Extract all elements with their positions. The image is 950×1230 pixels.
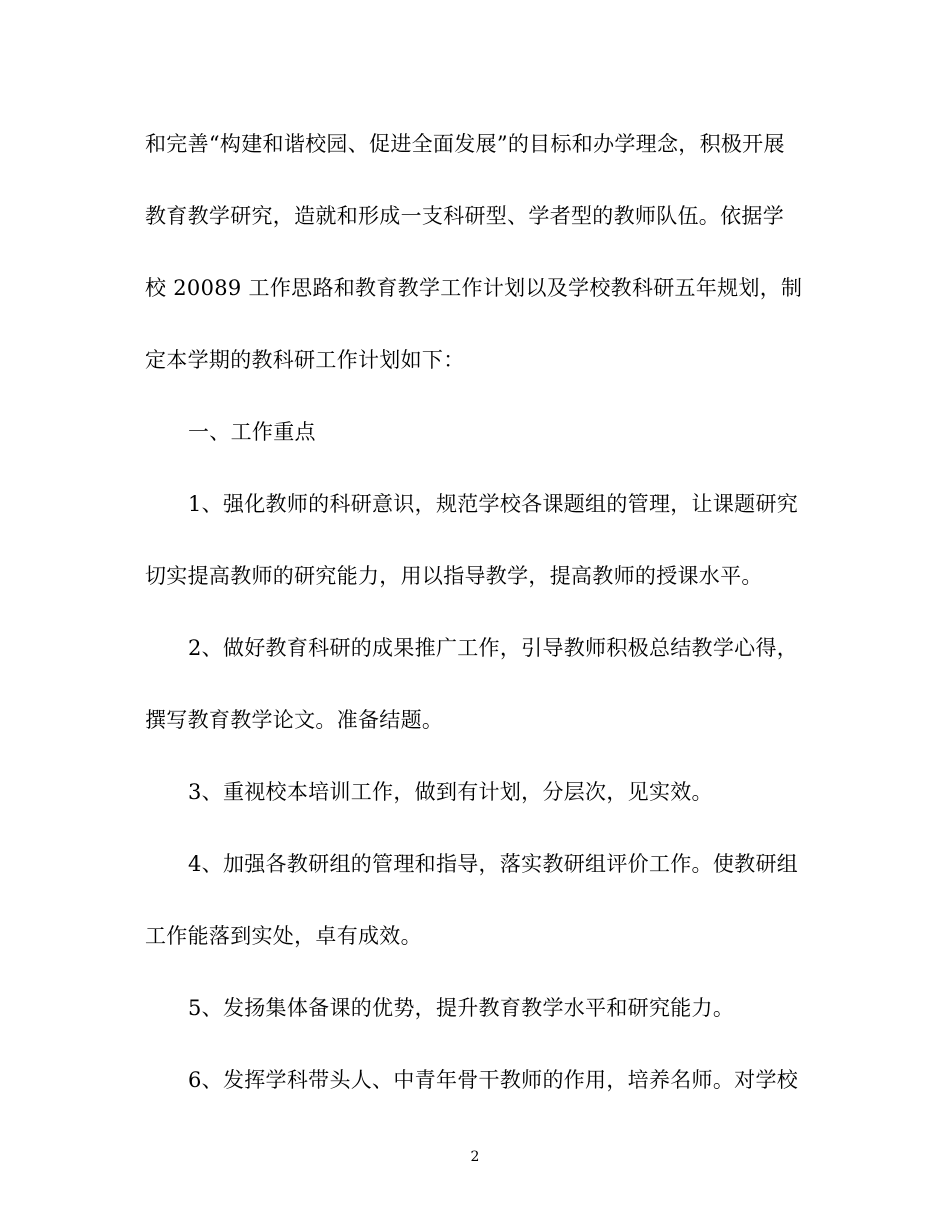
text-line: 教育教学研究，造就和形成一支科研型、学者型的教师队伍。依据学	[145, 204, 784, 228]
list-item: 5、发扬集体备课的优势，提升教育教学水平和研究能力。	[188, 996, 735, 1020]
list-item: 2、做好教育科研的成果推广工作，引导教师积极总结教学心得，	[188, 636, 799, 660]
section-heading: 一、工作重点	[188, 420, 316, 444]
text-line: 校 20089 工作思路和教育教学工作计划以及学校教科研五年规划，制	[145, 276, 803, 300]
list-item: 4、加强各教研组的管理和指导，落实教研组评价工作。使教研组	[188, 852, 799, 876]
text-line: 切实提高教师的研究能力，用以指导教学，提高教师的授课水平。	[145, 564, 763, 588]
text-line: 工作能落到实处，卓有成效。	[145, 924, 422, 948]
page-number: 2	[470, 1149, 480, 1165]
text-line: 定本学期的教科研工作计划如下：	[145, 348, 465, 372]
list-item: 3、重视校本培训工作，做到有计划，分层次，见实效。	[188, 780, 713, 804]
text-line: 和完善“构建和谐校园、促进全面发展”的目标和办学理念，积极开展	[145, 132, 785, 156]
list-item: 6、发挥学科带头人、中青年骨干教师的作用，培养名师。对学校	[188, 1068, 799, 1092]
list-item: 1、强化教师的科研意识，规范学校各课题组的管理，让课题研究	[188, 492, 799, 516]
text-line: 撰写教育教学论文。准备结题。	[145, 708, 444, 732]
